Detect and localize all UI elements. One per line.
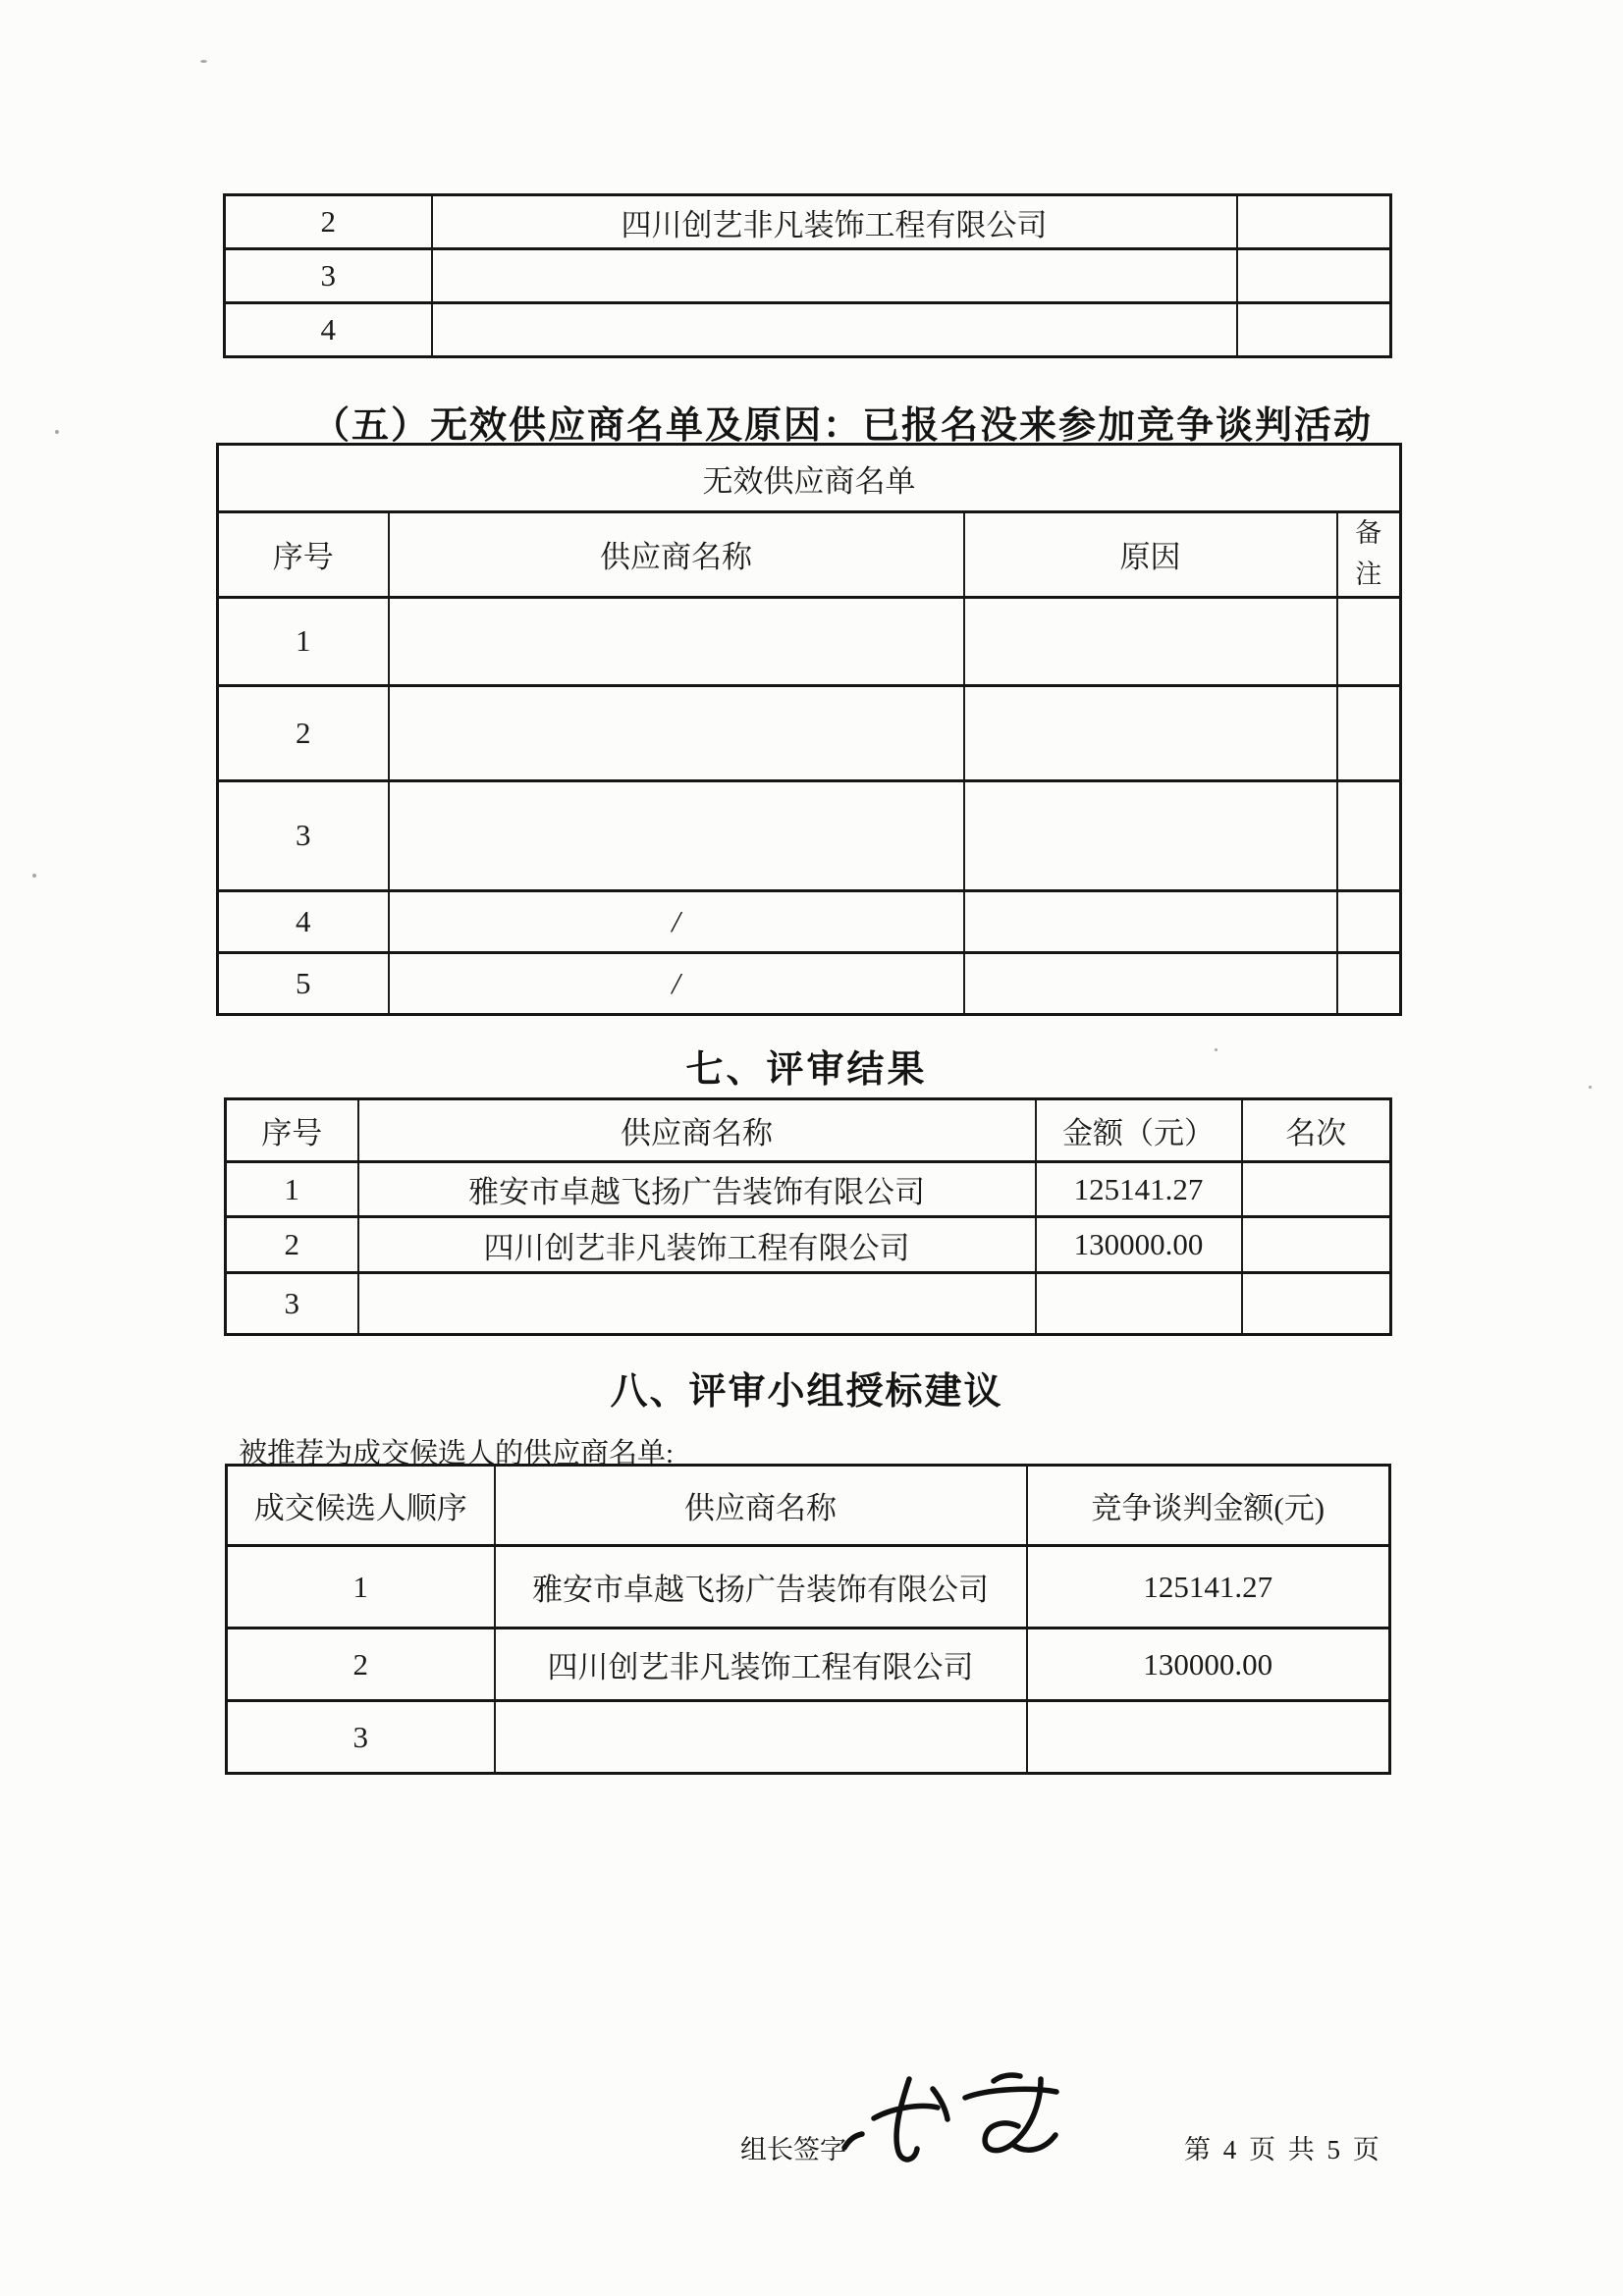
- table-row: [218, 780, 1401, 890]
- section5-heading: （五）无效供应商名单及原因：已报名没来参加竞争谈判活动: [312, 403, 1374, 447]
- supplier-name: 雅安市卓越飞扬广告装饰有限公司: [495, 1546, 1027, 1629]
- leader-signature-handwriting: [837, 2067, 1072, 2175]
- amount-cell: 130000.00: [1027, 1629, 1390, 1701]
- scan-speck: [1589, 1086, 1592, 1089]
- table-title-row: [218, 445, 1401, 512]
- table-row: [218, 685, 1401, 780]
- table-row: [227, 1629, 1390, 1701]
- remark-cell: [1337, 890, 1401, 952]
- remark-cell: [1337, 685, 1401, 780]
- scan-speck: [1215, 1048, 1217, 1051]
- table-row: [218, 952, 1401, 1014]
- table-row: [225, 195, 1391, 249]
- supplier-name: /: [389, 952, 964, 1014]
- reason-cell: [964, 780, 1337, 890]
- supplier-name: [358, 1273, 1036, 1335]
- col-header-no: 序号: [218, 512, 389, 598]
- section7-heading: 七、评审结果: [685, 1047, 928, 1091]
- remark-cell: [1337, 952, 1401, 1014]
- table-title: 无效供应商名单: [218, 445, 1401, 512]
- supplier-name: [432, 303, 1237, 357]
- supplier-name: [495, 1701, 1027, 1774]
- signature-label: 组长签字: [740, 2135, 846, 2164]
- col-header-no: 序号: [226, 1099, 358, 1162]
- supplier-name: [389, 780, 964, 890]
- col-header-remark: 备 注: [1337, 512, 1401, 598]
- row-no: 1: [218, 597, 389, 685]
- candidate-order: 2: [227, 1629, 495, 1701]
- col-header-reason: 原因: [964, 512, 1337, 598]
- remark-cell: [1237, 195, 1391, 249]
- row-no: 4: [225, 303, 432, 357]
- row-no: 2: [225, 195, 432, 249]
- row-no: 1: [226, 1162, 358, 1217]
- remark-cell: [1237, 303, 1391, 357]
- rank-cell: [1242, 1273, 1391, 1335]
- scan-speck: [55, 430, 59, 434]
- candidate-order: 1: [227, 1546, 495, 1629]
- rank-cell: [1242, 1162, 1391, 1217]
- table-row: [218, 597, 1401, 685]
- supplier-name: [432, 249, 1237, 303]
- supplier-name: 雅安市卓越飞扬广告装饰有限公司: [358, 1162, 1036, 1217]
- col-header-amount: 竞争谈判金额(元): [1027, 1466, 1390, 1546]
- reason-cell: [964, 890, 1337, 952]
- table-header-row: [218, 512, 1401, 598]
- table-row: [225, 249, 1391, 303]
- remark-cell: [1237, 249, 1391, 303]
- review-result-table: [224, 1097, 1392, 1336]
- supplier-name: [389, 597, 964, 685]
- col-header-order: 成交候选人顺序: [227, 1466, 495, 1546]
- section8-heading: 八、评审小组授标建议: [610, 1369, 1003, 1413]
- remark-cell: [1337, 780, 1401, 890]
- page-number: 第 4 页 共 5 页: [1184, 2135, 1382, 2164]
- col-header-supplier: 供应商名称: [495, 1466, 1027, 1546]
- amount-cell: 125141.27: [1036, 1162, 1242, 1217]
- invalid-supplier-table: [216, 443, 1402, 1016]
- scan-speck: [32, 874, 36, 878]
- amount-cell: 125141.27: [1027, 1546, 1390, 1629]
- table-row: [227, 1701, 1390, 1774]
- scan-speck: [744, 1394, 747, 1397]
- reason-cell: [964, 952, 1337, 1014]
- table-row: [226, 1273, 1391, 1335]
- table-row: [226, 1217, 1391, 1273]
- row-no: 2: [218, 685, 389, 780]
- supplier-name: 四川创艺非凡装饰工程有限公司: [358, 1217, 1036, 1273]
- col-header-supplier: 供应商名称: [389, 512, 964, 598]
- amount-cell: 130000.00: [1036, 1217, 1242, 1273]
- row-no: 5: [218, 952, 389, 1014]
- table-header-row: [227, 1466, 1390, 1546]
- reason-cell: [964, 685, 1337, 780]
- amount-cell: [1027, 1701, 1390, 1774]
- row-no: 4: [218, 890, 389, 952]
- award-recommendation-table: [225, 1464, 1391, 1775]
- row-no: 3: [226, 1273, 358, 1335]
- col-header-supplier: 供应商名称: [358, 1099, 1036, 1162]
- row-no: 2: [226, 1217, 358, 1273]
- table-row: [225, 303, 1391, 357]
- row-no: 3: [218, 780, 389, 890]
- table-row: [226, 1162, 1391, 1217]
- scan-speck: [200, 60, 207, 63]
- col-header-amount: 金额（元）: [1036, 1099, 1242, 1162]
- remark-cell: [1337, 597, 1401, 685]
- supplier-name: [389, 685, 964, 780]
- supplier-name: 四川创艺非凡装饰工程有限公司: [432, 195, 1237, 249]
- supplier-name: /: [389, 890, 964, 952]
- supplier-name: 四川创艺非凡装饰工程有限公司: [495, 1629, 1027, 1701]
- candidate-order: 3: [227, 1701, 495, 1774]
- recommendation-note: 被推荐为成交候选人的供应商名单:: [239, 1438, 675, 1469]
- table-header-row: [226, 1099, 1391, 1162]
- reason-cell: [964, 597, 1337, 685]
- row-no: 3: [225, 249, 432, 303]
- table-row: [227, 1546, 1390, 1629]
- rank-cell: [1242, 1217, 1391, 1273]
- table-row: [218, 890, 1401, 952]
- supplier-continuation-table: [223, 193, 1392, 358]
- col-header-rank: 名次: [1242, 1099, 1391, 1162]
- amount-cell: [1036, 1273, 1242, 1335]
